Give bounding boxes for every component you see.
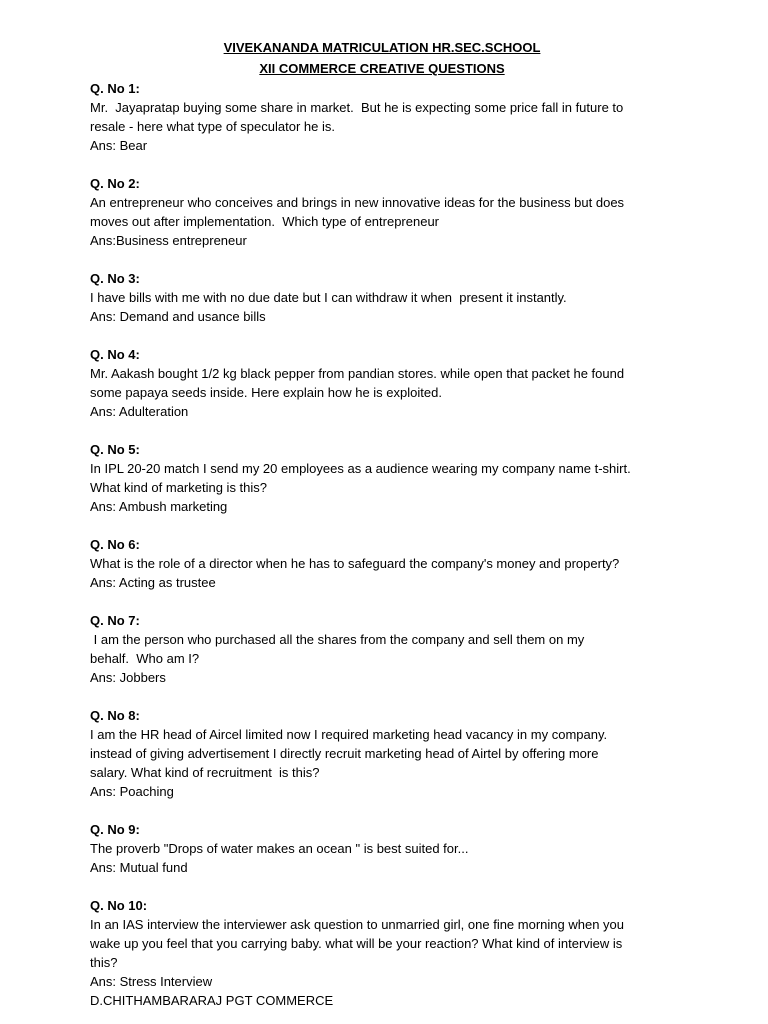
question-text-line: Mr. Jayapratap buying some share in market. But he is expecting some price fall in future to: [90, 100, 624, 115]
answer-text: Ans: Poaching: [90, 784, 174, 799]
question-number: Q. No 10:: [90, 898, 148, 913]
question-block: [90, 269, 668, 345]
question-number: Q. No 3:: [90, 271, 140, 286]
question-block: [90, 611, 668, 706]
question-number: Q. No 1:: [90, 81, 140, 96]
question-number: Q. No 8:: [90, 708, 140, 723]
spacer: [90, 326, 668, 345]
question-text-line: In IPL 20-20 match I send my 20 employees as a audience wearing my company name t-shirt.: [90, 461, 631, 476]
question-text-line: What kind of marketing is this?: [90, 480, 268, 495]
document-subtitle: XII COMMERCE CREATIVE QUESTIONS: [259, 61, 505, 76]
question-number: Q. No 9:: [90, 822, 140, 837]
question-block: [90, 535, 668, 611]
spacer: [90, 421, 668, 440]
spacer: [90, 687, 668, 706]
question-number: Q. No 2:: [90, 176, 140, 191]
question-text-line: Mr. Aakash bought 1/2 kg black pepper from pandian stores. while open that packet he found: [90, 366, 625, 381]
question-block: [90, 440, 668, 535]
question-number: Q. No 7:: [90, 613, 140, 628]
question-text-line: salary. What kind of recruitment is this?: [90, 765, 320, 780]
question-number: Q. No 4:: [90, 347, 140, 362]
author-footer: D.CHITHAMBARARAJ PGT COMMERCE: [90, 993, 334, 1008]
question-text-line: wake up you feel that you carrying baby. what will be your reaction? What kind of interview is: [90, 936, 623, 951]
question-block: [90, 896, 668, 991]
question-text-line: resale - here what type of speculator he is.: [90, 119, 335, 134]
answer-text: Ans: Acting as trustee: [90, 575, 216, 590]
answer-text: Ans:Business entrepreneur: [90, 233, 247, 248]
spacer: [90, 250, 668, 269]
question-text-line: some papaya seeds inside. Here explain how he is exploited.: [90, 385, 442, 400]
question-block: [90, 706, 668, 820]
question-text-line: instead of giving advertisement I directly recruit marketing head of Airtel by offering more: [90, 746, 599, 761]
question-text-line: The proverb "Drops of water makes an ocean " is best suited for...: [90, 841, 469, 856]
school-name: VIVEKANANDA MATRICULATION HR.SEC.SCHOOL: [223, 40, 541, 55]
question-text-line: I am the HR head of Aircel limited now I required marketing head vacancy in my company.: [90, 727, 608, 742]
answer-text: Ans: Stress Interview: [90, 974, 213, 989]
answer-text: Ans: Ambush marketing: [90, 499, 228, 514]
answer-text: Ans: Bear: [90, 138, 148, 153]
answer-text: Ans: Jobbers: [90, 670, 166, 685]
answer-text: Ans: Mutual fund: [90, 860, 188, 875]
question-number: Q. No 6:: [90, 537, 140, 552]
question-block: [90, 345, 668, 440]
question-text-line: behalf. Who am I?: [90, 651, 200, 666]
spacer: [90, 592, 668, 611]
question-text-line: An entrepreneur who conceives and brings in new innovative ideas for the business but does: [90, 195, 625, 210]
question-text-line: In an IAS interview the interviewer ask question to unmarried girl, one fine morning when you: [90, 917, 625, 932]
spacer: [90, 801, 668, 820]
question-text-line: I am the person who purchased all the shares from the company and sell them on my: [90, 632, 585, 647]
question-block: [90, 79, 668, 174]
spacer: [90, 516, 668, 535]
question-text-line: What is the role of a director when he has to safeguard the company's money and property?: [90, 556, 620, 571]
question-text-line: moves out after implementation. Which type of entrepreneur: [90, 214, 440, 229]
answer-text: Ans: Demand and usance bills: [90, 309, 266, 324]
question-list: [90, 79, 668, 991]
question-text-line: this?: [90, 955, 118, 970]
answer-text: Ans: Adulteration: [90, 404, 189, 419]
spacer: [90, 155, 668, 174]
spacer: [90, 877, 668, 896]
question-text-line: I have bills with me with no due date but I can withdraw it when present it instantly.: [90, 290, 567, 305]
question-block: [90, 820, 668, 896]
question-number: Q. No 5:: [90, 442, 140, 457]
question-block: [90, 174, 668, 269]
